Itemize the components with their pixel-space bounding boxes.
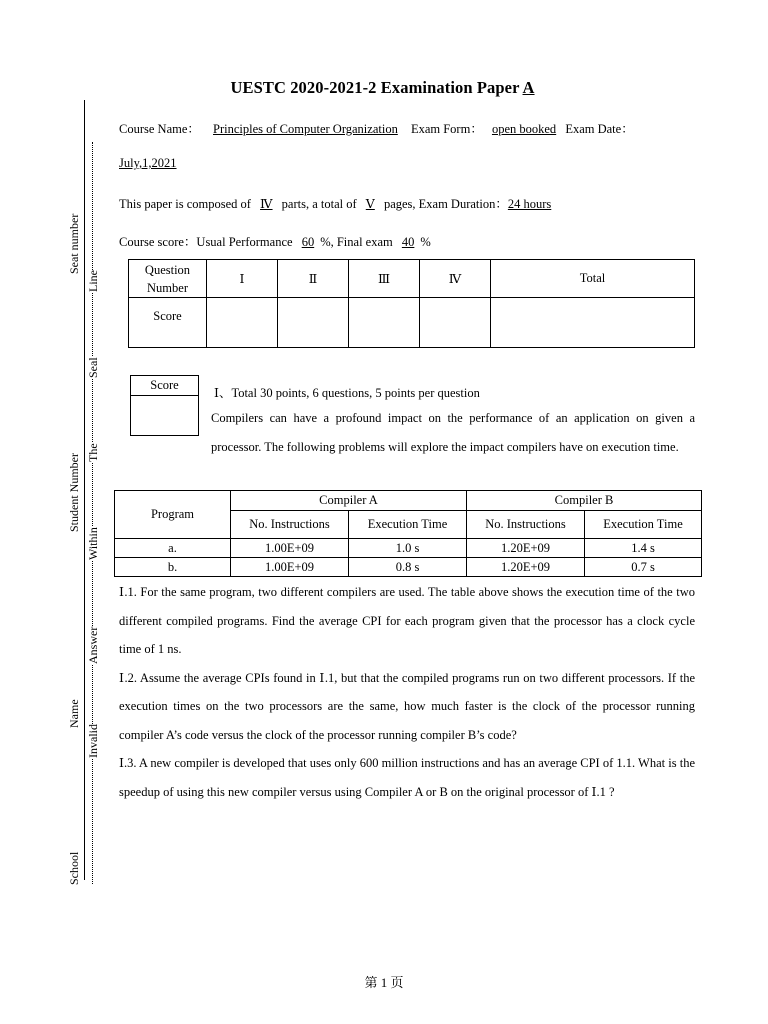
composition-pages: Ⅴ xyxy=(365,197,375,211)
a-time-cell: 0.8 s xyxy=(349,558,467,577)
margin-word-line: Line xyxy=(86,270,100,292)
composition-mid1: parts, a total of xyxy=(281,197,357,211)
composition-mid2: pages, Exam Duration： xyxy=(383,197,508,211)
question-number-header: Question Number xyxy=(129,260,207,298)
a-instructions-header: No. Instructions xyxy=(231,511,349,539)
name-label: Name xyxy=(67,699,81,728)
course-name-value: Principles of Computer Organization xyxy=(213,122,398,136)
usual-performance-value: 60 xyxy=(301,235,315,249)
page-number: 第 1 页 xyxy=(364,975,404,990)
score-cell-3[interactable] xyxy=(349,298,420,348)
exam-date-label: Exam Date： xyxy=(565,122,634,136)
composition-prefix: This paper is composed of xyxy=(119,197,251,211)
exam-date-line xyxy=(119,156,183,171)
final-exam-value: 40 xyxy=(401,235,415,249)
section-score-label: Score xyxy=(131,376,199,396)
composition-parts: Ⅳ xyxy=(260,197,273,211)
course-score-line xyxy=(119,232,431,250)
composition-line xyxy=(119,194,555,212)
margin-word-the: The xyxy=(86,443,100,462)
a-time-cell: 1.0 s xyxy=(349,539,467,558)
page-title xyxy=(0,78,768,98)
score-table xyxy=(128,259,695,348)
intro-text: Compilers can have a profound impact on the performance of an application on given a processor. The following problems will explore the impact compilers have on execution time. xyxy=(211,411,695,454)
score-col-4: Ⅳ xyxy=(420,260,491,298)
table-row xyxy=(115,558,702,577)
score-cell-1[interactable] xyxy=(207,298,278,348)
b-instructions-header: No. Instructions xyxy=(467,511,585,539)
b-instructions-cell: 1.20E+09 xyxy=(467,558,585,577)
compiler-b-header: Compiler B xyxy=(467,491,702,511)
b-time-cell: 1.4 s xyxy=(585,539,702,558)
program-header: Program xyxy=(115,491,231,539)
margin-word-within: Within xyxy=(86,527,100,560)
exam-form-label: Exam Form： xyxy=(410,122,483,136)
margin-word-answer: Answer xyxy=(86,626,100,664)
b-time-cell: 0.7 s xyxy=(585,558,702,577)
section1-heading: Ⅰ、Total 30 points, 6 questions, 5 points per question xyxy=(214,386,480,400)
a-time-header: Execution Time xyxy=(349,511,467,539)
course-score-prefix: Course score：Usual Performance xyxy=(119,235,293,249)
section1-intro xyxy=(119,404,695,461)
table-row xyxy=(115,539,702,558)
a-instructions-cell: 1.00E+09 xyxy=(231,539,349,558)
score-col-3: Ⅲ xyxy=(349,260,420,298)
score-row-label: Score xyxy=(129,298,207,348)
score-col-1: Ⅰ xyxy=(207,260,278,298)
composition-duration: 24 hours xyxy=(507,197,552,211)
title-variant: A xyxy=(522,78,535,97)
course-score-suffix: % xyxy=(420,235,431,249)
compiler-a-header: Compiler A xyxy=(231,491,467,511)
course-score-mid: %, Final exam xyxy=(320,235,393,249)
question-1: Ⅰ.1. For the same program, two different compilers are used. The table above shows the execution time of the two different compiled programs. Find the average CPI for each program given that the processor has a clock cycle time of 1 ns. xyxy=(119,585,695,656)
course-name-label: Course Name： xyxy=(119,122,200,136)
title-main: UESTC 2020-2021-2 Examination Paper xyxy=(230,78,520,97)
course-info-line xyxy=(119,119,634,137)
school-label: School xyxy=(67,851,81,885)
b-time-header: Execution Time xyxy=(585,511,702,539)
question-3: Ⅰ.3. A new compiler is developed that uses only 600 million instructions and has an average CPI of 1.1. What is the speedup of using this new compiler versus using Compiler A or B on the original processor of Ⅰ.1 ? xyxy=(119,756,695,799)
score-cell-4[interactable] xyxy=(420,298,491,348)
program-cell: b. xyxy=(115,558,231,577)
margin-word-seal: Seal xyxy=(86,357,100,378)
score-cell-total[interactable] xyxy=(491,298,695,348)
program-cell: a. xyxy=(115,539,231,558)
a-instructions-cell: 1.00E+09 xyxy=(231,558,349,577)
questions-block xyxy=(119,578,695,806)
margin-dotted-line xyxy=(92,142,93,884)
exam-date-value: July,1,2021 xyxy=(119,156,177,170)
b-instructions-cell: 1.20E+09 xyxy=(467,539,585,558)
question-2: Ⅰ.2. Assume the average CPIs found in Ⅰ.1, but that the compiled programs run on two different processors. If the execution times on the two processors are the same, how much faster is the clock of the processor running compiler A’s code versus the clock of the processor running compiler B’s code? xyxy=(119,670,695,742)
intro-text-block xyxy=(119,404,695,461)
exam-form-value: open booked xyxy=(491,122,557,136)
total-header: Total xyxy=(491,260,695,298)
score-cell-2[interactable] xyxy=(278,298,349,348)
margin-outer-line xyxy=(84,100,85,880)
seat-number-label: Seat number xyxy=(67,213,81,274)
margin-word-invalid: Invalid xyxy=(86,724,100,758)
student-number-label: Student Number xyxy=(67,453,81,532)
score-col-2: Ⅱ xyxy=(278,260,349,298)
compiler-table xyxy=(114,490,702,577)
